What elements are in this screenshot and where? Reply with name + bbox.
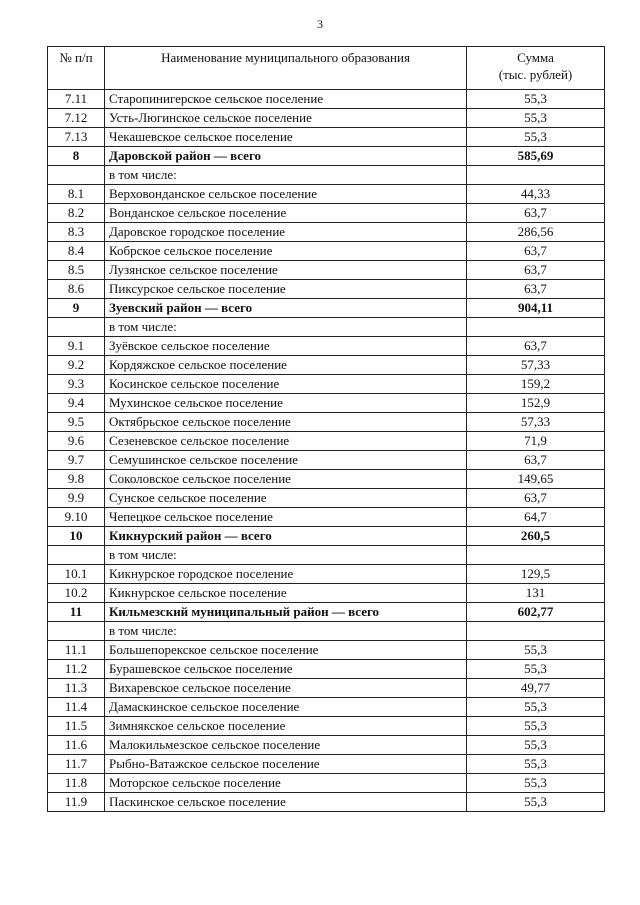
table-row — [48, 375, 605, 394]
row-municipality-name: Паскинское сельское поселение — [105, 793, 467, 812]
row-municipality-name: Лузянское сельское поселение — [105, 261, 467, 280]
table-row — [48, 432, 605, 451]
row-municipality-name: Чепецкое сельское поселение — [105, 508, 467, 527]
row-sum: 260,5 — [467, 527, 605, 546]
row-sum: 55,3 — [467, 698, 605, 717]
row-municipality-name: Мухинское сельское поселение — [105, 394, 467, 413]
row-municipality-name: Соколовское сельское поселение — [105, 470, 467, 489]
row-number: 9.3 — [48, 375, 105, 394]
page-number: 3 — [317, 17, 323, 31]
row-sum: 57,33 — [467, 413, 605, 432]
row-municipality-name: Семушинское сельское поселение — [105, 451, 467, 470]
row-municipality-name: Старопинигерское сельское поселение — [105, 90, 467, 109]
row-number: 10 — [48, 527, 105, 546]
row-municipality-name: Моторское сельское поселение — [105, 774, 467, 793]
row-municipality-name: в том числе: — [105, 318, 467, 337]
row-number: 7.13 — [48, 128, 105, 147]
row-number: 11.2 — [48, 660, 105, 679]
table-row — [48, 508, 605, 527]
row-sum: 904,11 — [467, 299, 605, 318]
table-row — [48, 565, 605, 584]
header-sum-unit: (тыс. рублей) — [498, 67, 573, 82]
row-number: 8.6 — [48, 280, 105, 299]
row-sum: 63,7 — [467, 261, 605, 280]
row-municipality-name: Сунское сельское поселение — [105, 489, 467, 508]
row-municipality-name: Кобрское сельское поселение — [105, 242, 467, 261]
row-municipality-name: Верховонданское сельское поселение — [105, 185, 467, 204]
row-number: 11.6 — [48, 736, 105, 755]
row-sum: 71,9 — [467, 432, 605, 451]
table-row — [48, 261, 605, 280]
row-number: 11.4 — [48, 698, 105, 717]
row-number — [48, 166, 105, 185]
table-row — [48, 337, 605, 356]
table-row — [48, 736, 605, 755]
row-number — [48, 318, 105, 337]
row-number: 9.7 — [48, 451, 105, 470]
row-municipality-name: Дамаскинское сельское поселение — [105, 698, 467, 717]
table-row — [48, 774, 605, 793]
row-number: 8 — [48, 147, 105, 166]
table-row — [48, 622, 605, 641]
row-municipality-name: Даровское городское поселение — [105, 223, 467, 242]
row-sum — [467, 546, 605, 565]
table-row — [48, 280, 605, 299]
row-municipality-name: Малокильмезское сельское поселение — [105, 736, 467, 755]
table-row — [48, 394, 605, 413]
row-number: 9.9 — [48, 489, 105, 508]
row-municipality-name: Октябрьское сельское поселение — [105, 413, 467, 432]
table-row — [48, 109, 605, 128]
table-row — [48, 489, 605, 508]
row-number: 11.5 — [48, 717, 105, 736]
row-sum: 55,3 — [467, 755, 605, 774]
header-sum — [467, 47, 605, 90]
row-sum: 63,7 — [467, 489, 605, 508]
table-row — [48, 128, 605, 147]
row-number: 11.8 — [48, 774, 105, 793]
row-municipality-name: Кикнурское сельское поселение — [105, 584, 467, 603]
table-row — [48, 698, 605, 717]
table-row — [48, 147, 605, 166]
table-row — [48, 755, 605, 774]
row-sum: 55,3 — [467, 90, 605, 109]
row-number: 8.2 — [48, 204, 105, 223]
row-number: 9.2 — [48, 356, 105, 375]
row-sum: 55,3 — [467, 717, 605, 736]
table-row — [48, 679, 605, 698]
table-row — [48, 299, 605, 318]
row-sum: 63,7 — [467, 242, 605, 261]
row-sum: 49,77 — [467, 679, 605, 698]
row-sum — [467, 318, 605, 337]
row-number: 8.3 — [48, 223, 105, 242]
row-number: 9 — [48, 299, 105, 318]
row-sum: 149,65 — [467, 470, 605, 489]
row-sum: 55,3 — [467, 109, 605, 128]
row-municipality-name: Рыбно-Ватажское сельское поселение — [105, 755, 467, 774]
row-municipality-name: Зуёвское сельское поселение — [105, 337, 467, 356]
header-municipality-name: Наименование муниципального образования — [105, 47, 467, 90]
header-number: № п/п — [48, 47, 105, 90]
row-sum — [467, 166, 605, 185]
table-row — [48, 470, 605, 489]
row-number: 11.1 — [48, 641, 105, 660]
table-row — [48, 717, 605, 736]
row-sum: 63,7 — [467, 337, 605, 356]
row-municipality-name: Кикнурский район — всего — [105, 527, 467, 546]
row-sum: 63,7 — [467, 280, 605, 299]
row-number — [48, 546, 105, 565]
row-municipality-name: в том числе: — [105, 166, 467, 185]
row-number: 8.4 — [48, 242, 105, 261]
row-sum — [467, 622, 605, 641]
table-row — [48, 223, 605, 242]
row-municipality-name: Даровской район — всего — [105, 147, 467, 166]
row-number: 11.7 — [48, 755, 105, 774]
table-row — [48, 603, 605, 622]
row-sum: 55,3 — [467, 774, 605, 793]
table-row — [48, 356, 605, 375]
row-municipality-name: в том числе: — [105, 622, 467, 641]
row-number: 9.10 — [48, 508, 105, 527]
table-row — [48, 451, 605, 470]
table-row — [48, 242, 605, 261]
row-number: 8.5 — [48, 261, 105, 280]
row-number: 11.3 — [48, 679, 105, 698]
row-number: 10.2 — [48, 584, 105, 603]
row-municipality-name: Усть-Люгинское сельское поселение — [105, 109, 467, 128]
row-sum: 44,33 — [467, 185, 605, 204]
row-number: 9.5 — [48, 413, 105, 432]
row-sum: 55,3 — [467, 641, 605, 660]
row-municipality-name: Вонданское сельское поселение — [105, 204, 467, 223]
row-sum: 159,2 — [467, 375, 605, 394]
row-number: 9.1 — [48, 337, 105, 356]
row-municipality-name: Зуевский район — всего — [105, 299, 467, 318]
table-row — [48, 660, 605, 679]
row-municipality-name: Вихаревское сельское поселение — [105, 679, 467, 698]
row-sum: 55,3 — [467, 660, 605, 679]
row-sum: 129,5 — [467, 565, 605, 584]
table-row — [48, 584, 605, 603]
allocation-table — [47, 46, 605, 812]
row-number: 9.6 — [48, 432, 105, 451]
table-row — [48, 793, 605, 812]
row-sum: 63,7 — [467, 451, 605, 470]
row-sum: 152,9 — [467, 394, 605, 413]
row-municipality-name: в том числе: — [105, 546, 467, 565]
row-sum: 602,77 — [467, 603, 605, 622]
row-number: 7.11 — [48, 90, 105, 109]
table-body — [48, 90, 605, 812]
row-municipality-name: Сезеневское сельское поселение — [105, 432, 467, 451]
row-sum: 585,69 — [467, 147, 605, 166]
row-number: 7.12 — [48, 109, 105, 128]
row-municipality-name: Пиксурское сельское поселение — [105, 280, 467, 299]
table-row — [48, 318, 605, 337]
row-number: 8.1 — [48, 185, 105, 204]
table-row — [48, 641, 605, 660]
row-number: 9.4 — [48, 394, 105, 413]
row-sum: 131 — [467, 584, 605, 603]
row-municipality-name: Косинское сельское поселение — [105, 375, 467, 394]
row-number: 10.1 — [48, 565, 105, 584]
row-municipality-name: Бурашевское сельское поселение — [105, 660, 467, 679]
row-municipality-name: Чекашевское сельское поселение — [105, 128, 467, 147]
row-number: 9.8 — [48, 470, 105, 489]
row-municipality-name: Кордяжское сельское поселение — [105, 356, 467, 375]
row-number: 11.9 — [48, 793, 105, 812]
row-municipality-name: Большепорекское сельское поселение — [105, 641, 467, 660]
table-row — [48, 185, 605, 204]
table-row — [48, 166, 605, 185]
row-municipality-name: Зимнякское сельское поселение — [105, 717, 467, 736]
table-row — [48, 413, 605, 432]
row-sum: 55,3 — [467, 793, 605, 812]
row-sum: 64,7 — [467, 508, 605, 527]
table-row — [48, 204, 605, 223]
row-number — [48, 622, 105, 641]
table-row — [48, 546, 605, 565]
row-sum: 286,56 — [467, 223, 605, 242]
row-sum: 57,33 — [467, 356, 605, 375]
header-sum-title: Сумма — [517, 50, 554, 65]
row-municipality-name: Кикнурское городское поселение — [105, 565, 467, 584]
row-municipality-name: Кильмезский муниципальный район — всего — [105, 603, 467, 622]
row-number: 11 — [48, 603, 105, 622]
table-header-row — [48, 47, 605, 90]
row-sum: 63,7 — [467, 204, 605, 223]
row-sum: 55,3 — [467, 736, 605, 755]
table-row — [48, 527, 605, 546]
table-row — [48, 90, 605, 109]
row-sum: 55,3 — [467, 128, 605, 147]
